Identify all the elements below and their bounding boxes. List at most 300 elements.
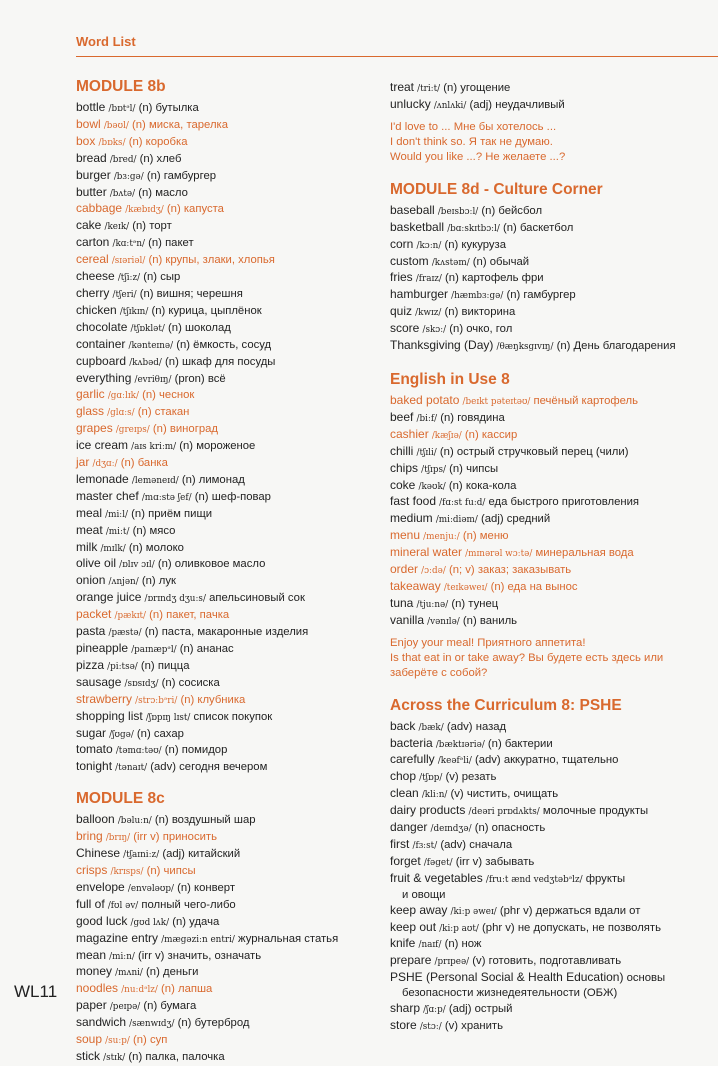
phrase-line: I'd love to ... Мне бы хотелось ...	[390, 120, 557, 133]
entry-pos: (n)	[143, 1000, 158, 1013]
entry-pos: (n)	[451, 597, 466, 610]
entry-pos: (n)	[448, 479, 463, 492]
word-entry	[390, 287, 718, 304]
entry-word: balloon	[76, 812, 115, 827]
entry-translation: хранить	[461, 1019, 503, 1032]
entry-word: dairy products	[390, 803, 466, 818]
entry-pos: (v)	[445, 771, 459, 784]
entry-ipa: /kæbɪdʒ/	[125, 205, 164, 216]
entry-word: Thanksgiving (Day)	[390, 338, 494, 353]
entry-ipa: /aɪs kriːm/	[131, 442, 177, 453]
entry-pos: (n)	[143, 271, 158, 284]
entry-ipa: /kɔːn/	[416, 240, 442, 251]
entry-translation: клубника	[197, 693, 246, 706]
entry-ipa: /leməneɪd/	[131, 475, 179, 486]
entry-ipa: /dʒɑː/	[92, 459, 118, 470]
entry-word: soup	[76, 1032, 103, 1047]
word-entry	[390, 254, 718, 271]
entry-pos: (n)	[132, 220, 147, 233]
word-entry	[76, 100, 396, 117]
section-gap	[390, 165, 718, 181]
entry-ipa: /nuːdᵊlz/	[121, 985, 158, 996]
entry-word: carton	[76, 235, 110, 250]
entry-word: money	[76, 964, 113, 979]
entry-translation: викторина	[461, 306, 516, 319]
entry-pos: (n)	[128, 541, 143, 554]
entry-word: cheese	[76, 269, 115, 284]
entry-ipa: /tʃaɪniːz/	[123, 850, 160, 861]
entry-translation: мороженое	[196, 440, 256, 453]
entry-pos: (n)	[449, 323, 464, 336]
entry-translation: сахар	[153, 727, 184, 740]
entry-pos: (adv)	[446, 720, 473, 733]
entry-pos: (n)	[449, 462, 463, 475]
entry-translation: очко, гол	[466, 323, 513, 336]
entry-ipa: /keɪk/	[104, 222, 130, 233]
entry-ipa: /mɑːstə ʃef/	[141, 492, 192, 503]
entry-pos: (n)	[157, 558, 172, 571]
word-entry	[390, 970, 718, 1001]
entry-pos: (n)	[440, 411, 455, 424]
word-entry	[76, 387, 396, 404]
entry-pos: (n)	[444, 938, 459, 951]
section-title: English in Use 8	[390, 370, 510, 388]
entry-word: forget	[390, 853, 421, 868]
entry-pos: (adv)	[150, 761, 176, 774]
entry-pos: (n)	[141, 575, 156, 588]
entry-ipa: /tjuːnə/	[416, 599, 449, 610]
entry-pos: (n)	[481, 204, 496, 217]
word-entry	[390, 528, 718, 545]
entry-pos: (n)	[464, 428, 479, 441]
entry-ipa: /fɑːst fuːd/	[439, 498, 486, 509]
entry-pos: (n)	[146, 864, 161, 877]
word-entry	[76, 658, 396, 675]
word-entry	[76, 573, 396, 590]
word-entry	[76, 692, 396, 709]
entry-word: chop	[390, 769, 417, 784]
entry-ipa: /ʃɒpɪŋ lɪst/	[145, 712, 191, 723]
word-entry	[390, 321, 718, 338]
phrase-line: Is that eat in or take away? Вы будете есть здесь или	[390, 651, 664, 664]
entry-word: bread	[76, 150, 107, 165]
entry-ipa: /sɒsɪdʒ/	[124, 678, 159, 689]
entry-word: cupboard	[76, 353, 127, 368]
entry-word: store	[390, 1017, 417, 1032]
word-entry	[390, 427, 718, 444]
entry-translation-cont: безопасности жизнедеятельности (ОБЖ)	[402, 987, 618, 1000]
entry-word: coke	[390, 477, 416, 492]
entry-translation: оливковое масло	[174, 558, 266, 571]
entry-translation: лимонад	[198, 473, 245, 486]
entry-word: custom	[390, 253, 429, 268]
entry-ipa: /tʃɪkɪn/	[119, 306, 149, 317]
entry-word: bring	[76, 829, 103, 844]
header-rule	[76, 56, 718, 57]
entry-ipa: /ɔːdə/	[421, 566, 446, 577]
entry-word: bowl	[76, 116, 101, 131]
entry-pos: (n)	[168, 321, 182, 334]
entry-translation: нож	[461, 938, 482, 951]
entry-ipa: /biːf/	[416, 413, 438, 424]
entry-translation: воздушный шар	[171, 814, 256, 827]
entry-ipa: /kliːn/	[421, 790, 448, 801]
entry-ipa: /pækɪt/	[114, 611, 147, 622]
entry-translation: пицца	[157, 659, 190, 672]
entry-translation: виноград	[169, 423, 218, 436]
entry-pos: (n)	[149, 609, 163, 622]
entry-ipa: /ʌnjən/	[108, 577, 139, 588]
word-entry	[390, 494, 718, 511]
word-entry	[76, 151, 396, 168]
entry-word: corn	[390, 236, 414, 251]
word-entry	[76, 404, 396, 421]
entry-word: carefully	[390, 752, 435, 767]
entry-ipa: /bɑːskɪtbɔːl/	[447, 223, 500, 234]
entry-translation: печёный картофель	[533, 394, 639, 407]
entry-pos: (v)	[444, 1019, 459, 1032]
entry-ipa: /bæktɪəriə/	[435, 739, 485, 750]
word-entry	[76, 829, 396, 846]
entry-pos: (pron)	[174, 372, 205, 385]
entry-pos: (n)	[444, 238, 459, 251]
entry-translation: бутерброд	[194, 1017, 250, 1030]
entry-translation: капуста	[183, 203, 224, 216]
entry-ipa: /stɔː/	[419, 1021, 442, 1032]
word-entry	[390, 953, 718, 970]
entry-ipa: /bred/	[109, 154, 137, 165]
page-number: WL11	[14, 982, 58, 1001]
entry-word: tomato	[76, 742, 113, 757]
entry-translation: ёмкость, сосуд	[193, 338, 272, 351]
entry-word: bacteria	[390, 735, 433, 750]
word-entry	[390, 871, 718, 903]
entry-word: score	[390, 321, 420, 336]
entry-word: envelope	[76, 879, 125, 894]
entry-word: butter	[76, 184, 107, 199]
entry-ipa: /envələʊp/	[127, 883, 174, 894]
entry-ipa: /fruːt ænd vedʒtəbᵊlz/	[485, 874, 583, 885]
entry-ipa: /ʌnlʌki/	[433, 100, 467, 111]
entry-translation: молочные продукты	[542, 805, 649, 818]
entry-pos: (n)	[444, 306, 459, 319]
entry-pos: (n)	[474, 822, 489, 835]
word-entry	[76, 590, 396, 607]
entry-translation: бактерии	[504, 737, 553, 750]
entry-word: bottle	[76, 100, 106, 114]
entry-translation: сегодня вечером	[179, 761, 268, 774]
entry-translation: кока-кола	[465, 479, 517, 492]
entry-translation: основы	[626, 972, 666, 985]
entry-ipa: /mɪlk/	[100, 543, 126, 554]
word-entry	[76, 863, 396, 880]
entry-pos: (phr v)	[482, 921, 515, 934]
entry-ipa: /fɜːst/	[412, 841, 438, 851]
entry-ipa: /gɑːlɪk/	[107, 391, 139, 402]
entry-ipa: /tʃeri/	[112, 289, 137, 300]
entry-pos: (n)	[443, 82, 458, 94]
word-entry	[390, 80, 718, 97]
entry-ipa: /peɪpə/	[109, 1002, 141, 1013]
entry-pos: (n)	[148, 237, 162, 250]
phrase-block	[390, 636, 718, 681]
entry-pos: (adv)	[474, 754, 501, 767]
word-entry	[390, 203, 718, 220]
entry-translation: миска, тарелка	[148, 118, 229, 131]
entry-list	[390, 719, 718, 1035]
entry-translation: бейсбол	[498, 204, 543, 217]
entry-ipa: /hæmbɜːgə/	[451, 291, 504, 302]
word-entry	[390, 444, 718, 461]
word-entry	[76, 556, 396, 573]
entry-list	[76, 100, 396, 776]
entry-pos: (n)	[144, 626, 159, 639]
entry-translation: журнальная статья	[238, 932, 339, 945]
entry-ipa: /keəfᵊli/	[437, 756, 472, 767]
word-entry	[76, 455, 396, 472]
entry-pos: (n; v)	[448, 564, 475, 577]
entry-word: order	[390, 562, 419, 577]
word-entry	[76, 726, 396, 743]
word-entry	[390, 613, 718, 630]
entry-word: tuna	[390, 595, 414, 610]
entry-translation: паста, макаронные изделия	[161, 626, 309, 639]
entry-translation: список покупок	[193, 710, 273, 723]
entry-ipa: /beɪsbɔːl/	[437, 206, 479, 217]
entry-translation: угощение	[460, 82, 511, 94]
word-entry	[76, 489, 396, 506]
entry-pos: (n)	[179, 440, 194, 453]
word-entry	[76, 897, 396, 914]
entry-ipa: /sænwɪdʒ/	[129, 1019, 175, 1030]
entry-word: menu	[390, 528, 421, 543]
word-entry	[76, 964, 396, 981]
entry-word: stick	[76, 1048, 100, 1063]
header-title: Word List	[76, 34, 136, 49]
entry-pos: (n)	[164, 744, 179, 757]
entry-word: orange juice	[76, 590, 142, 605]
entry-word: keep out	[390, 919, 437, 934]
entry-translation: назад	[475, 720, 507, 733]
entry-ipa: /bæk/	[418, 722, 444, 733]
word-entry	[390, 596, 718, 613]
entry-translation: кассир	[481, 428, 518, 441]
word-entry	[76, 269, 396, 286]
entry-pos: (irr v)	[133, 831, 160, 844]
phrase-line: I don't think so. Я так не думаю.	[390, 135, 553, 148]
entry-translation: суп	[149, 1034, 168, 1047]
entry-pos: (v)	[450, 788, 464, 801]
entry-translation: бумага	[160, 1000, 197, 1013]
entry-ipa: /kiːp aʊt/	[439, 923, 479, 934]
entry-ipa: /miːdiəm/	[435, 515, 478, 526]
entry-ipa: /naɪf/	[418, 940, 442, 951]
entry-translation: сосиска	[178, 676, 220, 689]
entry-word: good luck	[76, 913, 128, 928]
word-entry	[76, 354, 396, 371]
entry-translation: сыр	[160, 271, 181, 284]
word-entry	[76, 607, 396, 624]
entry-pos: (n)	[172, 915, 187, 928]
entry-list	[390, 203, 718, 355]
entry-word: shopping list	[76, 708, 143, 723]
entry-word: packet	[76, 607, 112, 622]
entry-ipa: /kiːp əweɪ/	[450, 906, 497, 917]
entry-ipa: /tʃɒp/	[419, 773, 443, 784]
word-entry	[390, 461, 718, 478]
entry-translation-cont: и овощи	[402, 888, 446, 901]
entry-word: basketball	[390, 219, 445, 234]
entry-translation: меню	[479, 530, 509, 543]
entry-word: jar	[76, 455, 90, 470]
entry-translation: обычай	[489, 255, 530, 268]
entry-ipa: /mɪnərəl wɔːtə/	[465, 549, 533, 560]
entry-ipa: /suːp/	[105, 1036, 130, 1047]
entry-translation: шкаф для посуды	[181, 355, 276, 368]
entry-translation: острый стручковый перец (чили)	[456, 445, 629, 458]
word-entry	[76, 914, 396, 931]
entry-pos: (n)	[138, 102, 153, 114]
entry-word: crisps	[76, 862, 108, 877]
word-entry	[390, 769, 718, 786]
entry-pos: (n)	[154, 814, 169, 827]
entry-pos: (n)	[181, 473, 196, 486]
word-entry	[390, 511, 718, 528]
entry-ipa: /greɪps/	[115, 425, 150, 436]
entry-word: chips	[390, 460, 419, 475]
word-entry	[390, 803, 718, 820]
entry-ipa: /kwɪz/	[415, 308, 442, 319]
entry-word: olive oil	[76, 556, 117, 571]
entry-ipa: /kʌbəd/	[129, 357, 162, 368]
entry-word: baseball	[390, 202, 435, 217]
word-entry	[76, 624, 396, 641]
right-top-phrases	[390, 120, 718, 165]
entry-word: meat	[76, 522, 103, 537]
entry-word: grapes	[76, 421, 113, 436]
entry-list	[76, 812, 396, 1066]
entry-translation: гамбургер	[163, 169, 217, 182]
entry-translation: сначала	[469, 839, 513, 851]
entry-pos: (n)	[152, 423, 167, 436]
entry-ipa: /bɒtᵊl/	[108, 104, 136, 114]
entry-translation: День благодарения	[573, 340, 676, 353]
word-entry	[390, 1018, 718, 1035]
word-entry	[76, 472, 396, 489]
section-title: MODULE 8d - Culture Corner	[390, 180, 603, 198]
entry-ipa: /miːt/	[105, 526, 130, 537]
entry-pos: (n)	[161, 676, 176, 689]
word-entry	[390, 545, 718, 562]
entry-ipa: /piːtsə/	[107, 661, 138, 672]
entry-word: onion	[76, 573, 106, 588]
word-entry	[76, 201, 396, 218]
entry-translation: пакет, пачка	[166, 609, 230, 622]
phrase-line: Would you like ...? Не желаете ...?	[390, 150, 566, 163]
entry-translation: хлеб	[156, 152, 182, 165]
entry-translation: торт	[149, 220, 172, 233]
entry-word: fries	[390, 270, 413, 285]
entry-ipa: /beɪkt pəteɪtəʊ/	[462, 396, 531, 407]
entry-ipa: /glɑːs/	[107, 408, 135, 419]
entry-word: garlic	[76, 387, 105, 402]
word-entry	[390, 478, 718, 495]
word-entry	[390, 579, 718, 596]
word-entry	[390, 786, 718, 803]
word-entry	[76, 117, 396, 134]
entry-pos: (n)	[445, 272, 459, 285]
entry-word: medium	[390, 511, 433, 526]
word-entry	[76, 675, 396, 692]
entry-ipa: /tʃɪps/	[421, 464, 446, 475]
word-entry	[76, 303, 396, 320]
entry-pos: (irr v)	[138, 949, 165, 962]
entry-pos: (n)	[146, 966, 160, 979]
word-entry	[390, 820, 718, 837]
entry-translation: удача	[189, 915, 220, 928]
entry-ipa: /miːl/	[105, 509, 129, 520]
entry-pos: (n)	[148, 254, 163, 267]
entry-translation: полный чего-либо	[141, 898, 236, 911]
entry-word: cabbage	[76, 201, 123, 216]
word-entry	[390, 903, 718, 920]
entry-ipa: /kʌstəm/	[431, 257, 470, 268]
word-entry	[76, 998, 396, 1015]
word-entry	[390, 736, 718, 753]
entry-word: sausage	[76, 674, 122, 689]
entry-pos: (n)	[556, 340, 571, 353]
entry-translation: масло	[155, 186, 188, 199]
entry-pos: (n)	[139, 152, 154, 165]
word-entry	[76, 812, 396, 829]
word-entry	[390, 393, 718, 410]
entry-ipa: /prɪpeə/	[434, 957, 470, 968]
entry-pos: (n)	[462, 530, 477, 543]
entry-word: master chef	[76, 488, 139, 503]
entry-pos: (n)	[146, 169, 161, 182]
entry-translation: стакан	[154, 406, 190, 419]
entry-ipa: /bɜːgə/	[113, 171, 144, 182]
word-entry	[76, 540, 396, 557]
entry-translation: ваниль	[479, 614, 518, 627]
word-entry	[76, 218, 396, 235]
entry-ipa: /kɑːtᵊn/	[112, 239, 145, 250]
phrase-line: заберёте с собой?	[390, 666, 488, 679]
word-entry	[76, 371, 396, 388]
entry-pos: (n)	[142, 389, 156, 402]
entry-ipa: /tənaɪt/	[115, 763, 148, 774]
entry-translation: забывать	[485, 855, 535, 868]
entry-ipa: /bəʊl/	[103, 120, 129, 131]
entry-word: chilli	[390, 443, 414, 458]
entry-translation: острый	[474, 1003, 513, 1016]
word-entry	[390, 410, 718, 427]
entry-ipa: /stɪk/	[103, 1052, 126, 1063]
entry-translation: средний	[506, 513, 551, 526]
entry-ipa: /tʃɒklət/	[130, 323, 165, 334]
phrase-line: Enjoy your meal! Приятного аппетита!	[390, 636, 586, 649]
entry-pos: (n)	[487, 737, 502, 750]
word-entry	[390, 237, 718, 254]
entry-word: noodles	[76, 981, 119, 996]
word-entry	[76, 709, 396, 726]
entry-ipa: /gʊd lʌk/	[130, 917, 170, 928]
entry-word: pasta	[76, 624, 106, 639]
entry-pos: (n)	[177, 881, 191, 894]
entry-translation: китайский	[188, 848, 241, 861]
entry-ipa: /bʌtə/	[109, 188, 136, 199]
section-gap	[390, 681, 718, 697]
